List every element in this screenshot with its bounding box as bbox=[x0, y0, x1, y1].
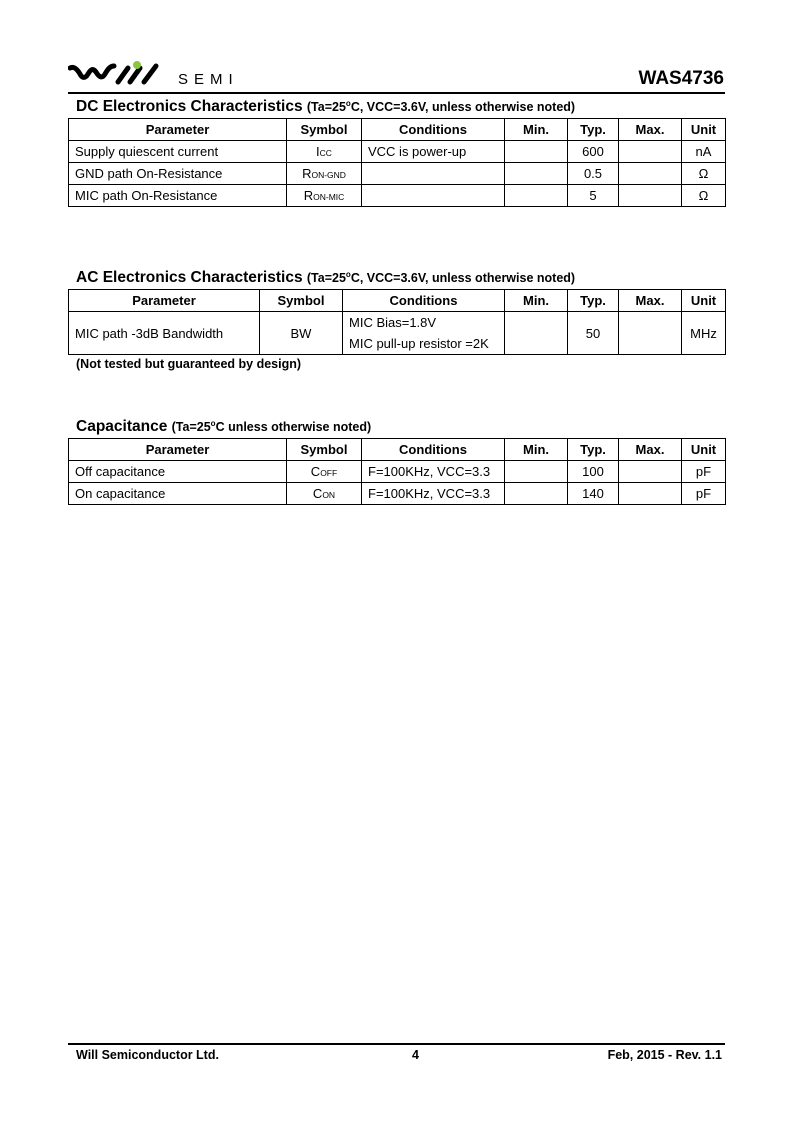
cell-max bbox=[619, 312, 682, 355]
footer-rule bbox=[68, 1043, 725, 1045]
header-conditions: Conditions bbox=[362, 439, 505, 461]
table-row bbox=[69, 185, 726, 207]
cell-typ: 5 bbox=[568, 185, 619, 207]
capacitance-table bbox=[68, 438, 726, 505]
header-symbol: Symbol bbox=[287, 439, 362, 461]
header-unit: Unit bbox=[682, 439, 726, 461]
cell-typ: 140 bbox=[568, 483, 619, 505]
cell-typ: 50 bbox=[568, 312, 619, 355]
cell-typ: 600 bbox=[568, 141, 619, 163]
table-row bbox=[69, 461, 726, 483]
header-parameter: Parameter bbox=[69, 119, 287, 141]
cell-unit: pF bbox=[682, 483, 726, 505]
header-max: Max. bbox=[619, 119, 682, 141]
cell-unit: Ω bbox=[682, 185, 726, 207]
header-typ: Typ. bbox=[568, 439, 619, 461]
dc-characteristics-table bbox=[68, 118, 726, 207]
cell-conditions bbox=[362, 185, 505, 207]
footer-page-number: 4 bbox=[412, 1048, 419, 1062]
cell-parameter: MIC path -3dB Bandwidth bbox=[69, 312, 260, 355]
cell-unit: Ω bbox=[682, 163, 726, 185]
cap-condition: ($Ta=25^oC$ unless otherwise noted) bbox=[171, 418, 372, 434]
header-symbol: Symbol bbox=[260, 290, 343, 312]
cell-symbol: RON-GND bbox=[287, 163, 362, 185]
header-parameter: Parameter bbox=[69, 439, 287, 461]
cell-min bbox=[505, 461, 568, 483]
header-min: Min. bbox=[505, 119, 568, 141]
cell-parameter: Supply quiescent current bbox=[69, 141, 287, 163]
cell-min bbox=[505, 185, 568, 207]
condition-line-2: MIC pull-up resistor =2K bbox=[349, 336, 489, 351]
table-header-row bbox=[69, 290, 726, 312]
header-conditions: Conditions bbox=[362, 119, 505, 141]
header-rule bbox=[68, 92, 725, 94]
cap-title-text: Capacitance bbox=[76, 418, 168, 435]
table-row bbox=[69, 163, 726, 185]
cell-unit: nA bbox=[682, 141, 726, 163]
design-guarantee-note: (Not tested but guaranteed by design) bbox=[76, 357, 302, 371]
cell-min bbox=[505, 312, 568, 355]
header-parameter: Parameter bbox=[69, 290, 260, 312]
cell-min bbox=[505, 483, 568, 505]
cell-unit: pF bbox=[682, 461, 726, 483]
cell-parameter: Off capacitance bbox=[69, 461, 287, 483]
table-header-row bbox=[69, 119, 726, 141]
header-unit: Unit bbox=[682, 119, 726, 141]
logo-dot bbox=[133, 61, 141, 69]
cell-conditions: F=100KHz, VCC=3.3 bbox=[362, 461, 505, 483]
cell-symbol: BW bbox=[260, 312, 343, 355]
capacitance-section-title bbox=[76, 418, 371, 436]
cell-min bbox=[505, 141, 568, 163]
condition-line-1: MIC Bias=1.8V bbox=[349, 315, 437, 330]
cell-symbol: CON bbox=[287, 483, 362, 505]
ac-condition: ($Ta=25^oC$, VCC=3.6V, unless otherwise noted) bbox=[306, 269, 576, 285]
dc-section-title bbox=[76, 98, 575, 116]
cell-conditions: F=100KHz, VCC=3.3 bbox=[362, 483, 505, 505]
header-typ: Typ. bbox=[568, 119, 619, 141]
ac-title-text: AC Electronics Characteristics bbox=[76, 269, 303, 286]
header-min: Min. bbox=[505, 439, 568, 461]
cell-conditions bbox=[343, 312, 505, 355]
table-row bbox=[69, 312, 726, 355]
header-unit: Unit bbox=[682, 290, 726, 312]
cell-symbol: ICC bbox=[287, 141, 362, 163]
cell-max bbox=[619, 483, 682, 505]
cell-typ: 0.5 bbox=[568, 163, 619, 185]
header-conditions: Conditions bbox=[343, 290, 505, 312]
table-header-row bbox=[69, 439, 726, 461]
cell-unit: MHz bbox=[682, 312, 726, 355]
cell-parameter: GND path On-Resistance bbox=[69, 163, 287, 185]
cell-parameter: MIC path On-Resistance bbox=[69, 185, 287, 207]
cell-max bbox=[619, 185, 682, 207]
header-max: Max. bbox=[619, 439, 682, 461]
cell-max bbox=[619, 141, 682, 163]
cell-typ: 100 bbox=[568, 461, 619, 483]
cell-conditions bbox=[362, 163, 505, 185]
cell-max bbox=[619, 461, 682, 483]
header-min: Min. bbox=[505, 290, 568, 312]
dc-condition: ($Ta=25^oC$, VCC=3.6V, unless otherwise noted) bbox=[306, 98, 576, 114]
cell-min bbox=[505, 163, 568, 185]
logo-semi-text: SEMI bbox=[178, 71, 239, 88]
cell-symbol: RON-MIC bbox=[287, 185, 362, 207]
cell-symbol: COFF bbox=[287, 461, 362, 483]
header-max: Max. bbox=[619, 290, 682, 312]
ac-section-title bbox=[76, 269, 575, 287]
footer-company: Will Semiconductor Ltd. bbox=[76, 1048, 219, 1062]
cell-conditions: VCC is power-up bbox=[362, 141, 505, 163]
cell-parameter: On capacitance bbox=[69, 483, 287, 505]
footer-revision: Feb, 2015 - Rev. 1.1 bbox=[607, 1048, 722, 1062]
ac-characteristics-table bbox=[68, 289, 726, 355]
will-logo-mark bbox=[68, 60, 168, 86]
cell-max bbox=[619, 163, 682, 185]
table-row bbox=[69, 141, 726, 163]
dc-title-text: DC Electronics Characteristics bbox=[76, 98, 303, 115]
part-number: WAS4736 bbox=[638, 68, 724, 89]
header-typ: Typ. bbox=[568, 290, 619, 312]
table-row bbox=[69, 483, 726, 505]
header-symbol: Symbol bbox=[287, 119, 362, 141]
